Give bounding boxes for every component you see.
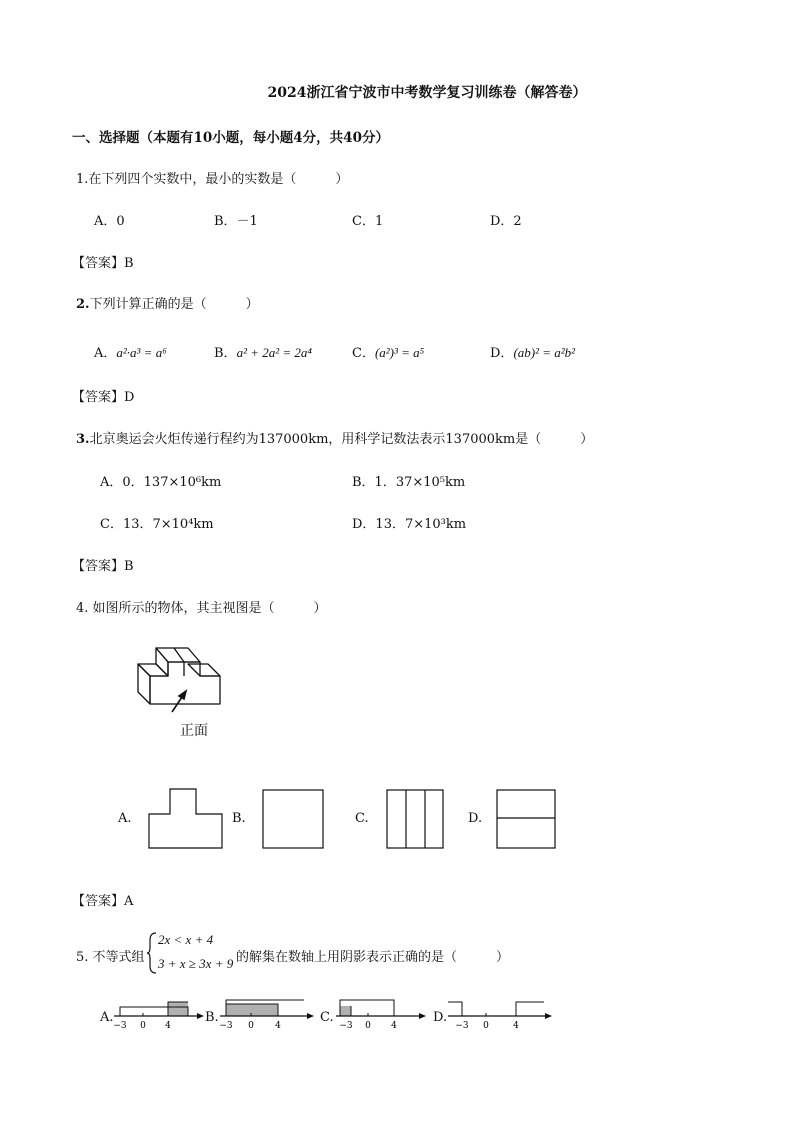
question-2-text: 下列计算正确的是（ ） xyxy=(89,297,259,312)
option-expression: a²·a³ = a⁶ xyxy=(116,345,167,360)
tick-label: 0 xyxy=(365,1021,371,1030)
option-expression: a² + 2a² = 2a⁴ xyxy=(236,345,312,360)
solid-object-figure xyxy=(130,636,240,716)
tick-label: −3 xyxy=(113,1021,127,1030)
question-4-stem: 4. 如图所示的物体，其主视图是（ ） xyxy=(76,601,327,616)
question-4-option-b-label: B. xyxy=(232,811,246,826)
brace-icon xyxy=(146,932,158,974)
option-label: B． xyxy=(214,346,237,361)
question-5-option-c-label: C. xyxy=(320,1010,334,1025)
question-1-stem: 1.在下列四个实数中，最小的实数是（ ） xyxy=(76,172,349,187)
option-label: C． xyxy=(352,346,375,361)
option-label: D． xyxy=(490,346,514,361)
question-3-number: 3. xyxy=(76,432,90,447)
question-5-option-a-label: A. xyxy=(100,1010,114,1025)
question-2-option-b xyxy=(214,342,312,361)
question-3-text: 北京奥运会火炬传递行程约为137000km，用科学记数法表示137000km是（ ） xyxy=(89,432,594,447)
option-label: A． xyxy=(94,346,117,361)
question-3-option-d: D．13．7×10³km xyxy=(352,517,467,532)
option-expression: (ab)² = a²b² xyxy=(513,345,576,360)
question-3-answer: 【答案】B xyxy=(72,559,134,574)
question-4-option-b-figure xyxy=(262,789,324,851)
section-heading: 一、选择题（本题有10小题，每小题4分，共40分） xyxy=(72,130,389,146)
question-2-option-d xyxy=(490,342,575,361)
question-5-stem-suffix: 的解集在数轴上用阴影表示正确的是（ ） xyxy=(236,950,510,965)
tick-label: 0 xyxy=(483,1021,489,1030)
question-3-stem xyxy=(76,428,593,447)
question-5-option-b-label: B. xyxy=(205,1010,219,1025)
question-3-option-b: B．1．37×10⁵km xyxy=(352,475,466,490)
tick-label: 4 xyxy=(513,1021,519,1030)
question-5-stem-prefix: 5. 不等式组 xyxy=(76,950,145,965)
question-5-option-d-numberline xyxy=(446,996,556,1030)
question-3-option-a: A．0．137×10⁶km xyxy=(100,475,222,490)
question-1-option-c: C．1 xyxy=(352,214,384,229)
question-2-number: 2. xyxy=(76,297,90,312)
tick-label: 0 xyxy=(140,1021,146,1030)
tick-label: 4 xyxy=(275,1021,281,1030)
tick-label: 4 xyxy=(391,1021,397,1030)
front-view-label: 正面 xyxy=(180,722,208,738)
tick-label: −3 xyxy=(455,1021,469,1030)
question-1-option-b: B．－1 xyxy=(214,214,258,229)
question-1-option-a: A．0 xyxy=(94,214,125,229)
inequality-1: 2x < x + 4 xyxy=(158,932,214,947)
tick-label: −3 xyxy=(219,1021,233,1030)
question-2-answer: 【答案】D xyxy=(72,390,135,405)
question-4-option-a-label: A. xyxy=(118,811,132,826)
question-4-option-c-figure xyxy=(386,789,448,851)
tick-label: 4 xyxy=(165,1021,171,1030)
tick-label: −3 xyxy=(339,1021,353,1030)
question-4-option-d-figure xyxy=(496,789,558,851)
question-2-option-c xyxy=(352,342,424,361)
question-5-option-b-numberline xyxy=(218,996,318,1030)
question-3-option-c: C．13．7×10⁴km xyxy=(100,517,214,532)
question-5-option-d-label: D. xyxy=(433,1010,448,1025)
question-5-option-a-numberline xyxy=(112,996,206,1030)
question-4-answer: 【答案】A xyxy=(72,894,134,909)
question-1-option-d: D．2 xyxy=(490,214,522,229)
question-4-option-d-label: D. xyxy=(468,811,483,826)
question-2-stem xyxy=(76,293,259,312)
question-4-option-a-figure xyxy=(148,788,224,850)
question-1-answer: 【答案】B xyxy=(72,256,134,271)
question-2-option-a xyxy=(94,342,167,361)
inequality-2: 3 + x ≥ 3x + 9 xyxy=(158,956,234,971)
page-title: 2024浙江省宁波市中考数学复习训练卷（解答卷） xyxy=(267,85,587,101)
question-5-option-c-numberline xyxy=(334,996,430,1030)
question-4-option-c-label: C. xyxy=(355,811,369,826)
tick-label: 0 xyxy=(248,1021,254,1030)
option-expression: (a²)³ = a⁵ xyxy=(374,345,425,360)
